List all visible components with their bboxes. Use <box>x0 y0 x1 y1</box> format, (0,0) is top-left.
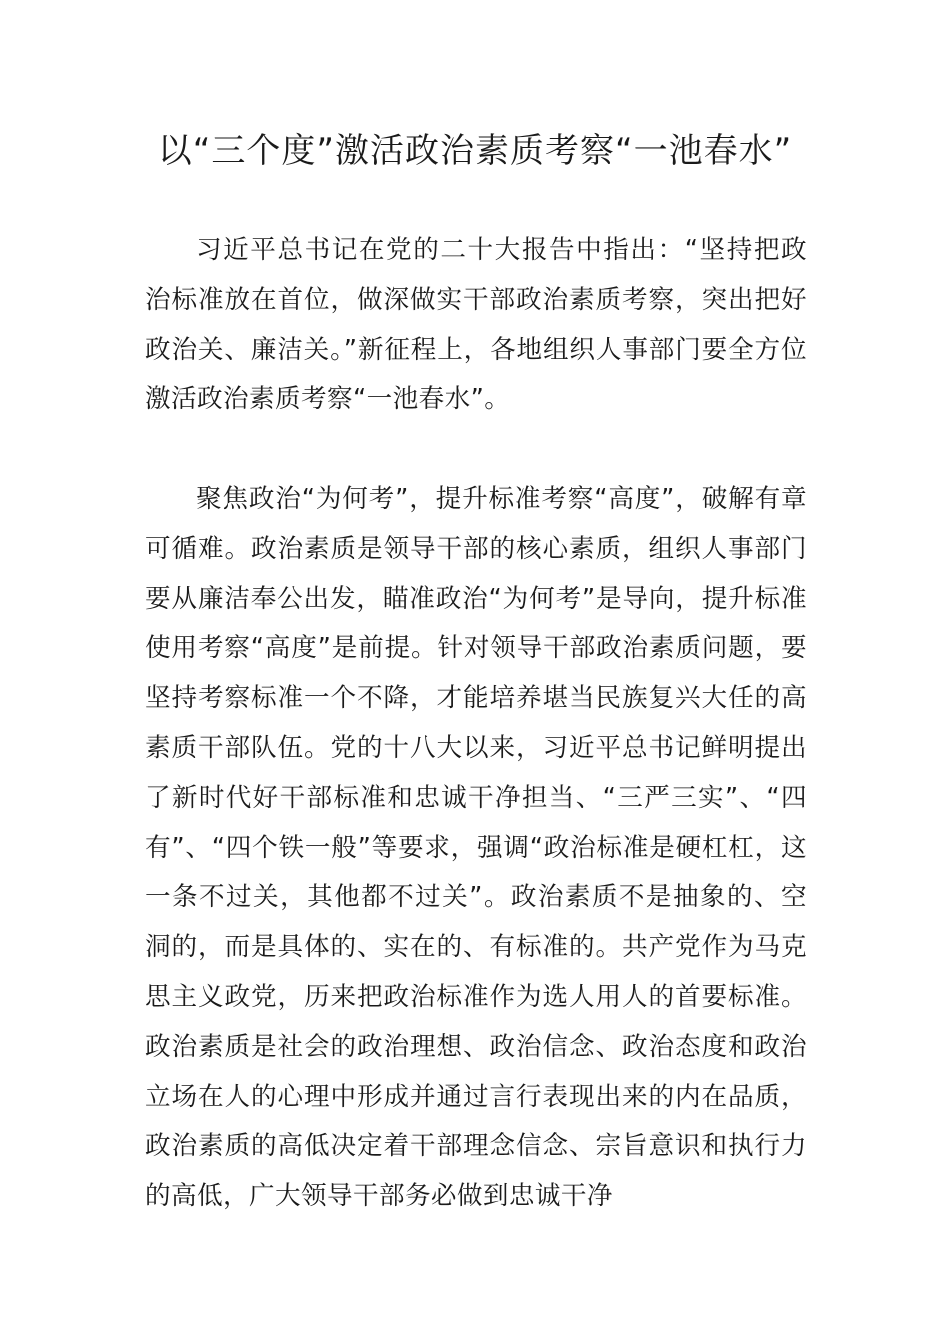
body-paragraph: 聚焦政治“为何考”，提升标准考察“高度”，破解有章可循难。政治素质是领导干部的核心素质，组织人事部门要从廉洁奉公出发，瞄准政治“为何考”是导向，提升标准使用考察“高度”是前提。针对领导干部政治素质问题，要坚持考察标准一个不降，才能培养堪当民族复兴大任的高素质干部队伍。党的十八大以来，习近平总书记鲜明提出了新时代好干部标准和忠诚干净担当、“三严三实”、“四有”、“四个铁一般”等要求，强调“政治标准是硬杠杠，这一条不过关，其他都不过关”。政治素质不是抽象的、空洞的，而是具体的、实在的、有标准的。共产党作为马克思主义政党，历来把政治标准作为选人用人的首要标准。政治素质是社会的政治理想、政治信念、政治态度和政治立场在人的心理中形成并通过言行表现出来的内在品质，政治素质的高低决定着干部理念信念、宗旨意识和执行力的高低，广大领导干部务必做到忠诚干净 <box>145 484 807 1212</box>
document-title: 以“三个度”激活政治素质考察“一池春水” <box>157 131 793 171</box>
intro-paragraph: 习近平总书记在党的二十大报告中指出：“坚持把政治标准放在首位，做深做实干部政治素质考察，突出把好政治关、廉洁关。”新征程上，各地组织人事部门要全方位激活政治素质考察“一池春水”。 <box>145 235 807 415</box>
